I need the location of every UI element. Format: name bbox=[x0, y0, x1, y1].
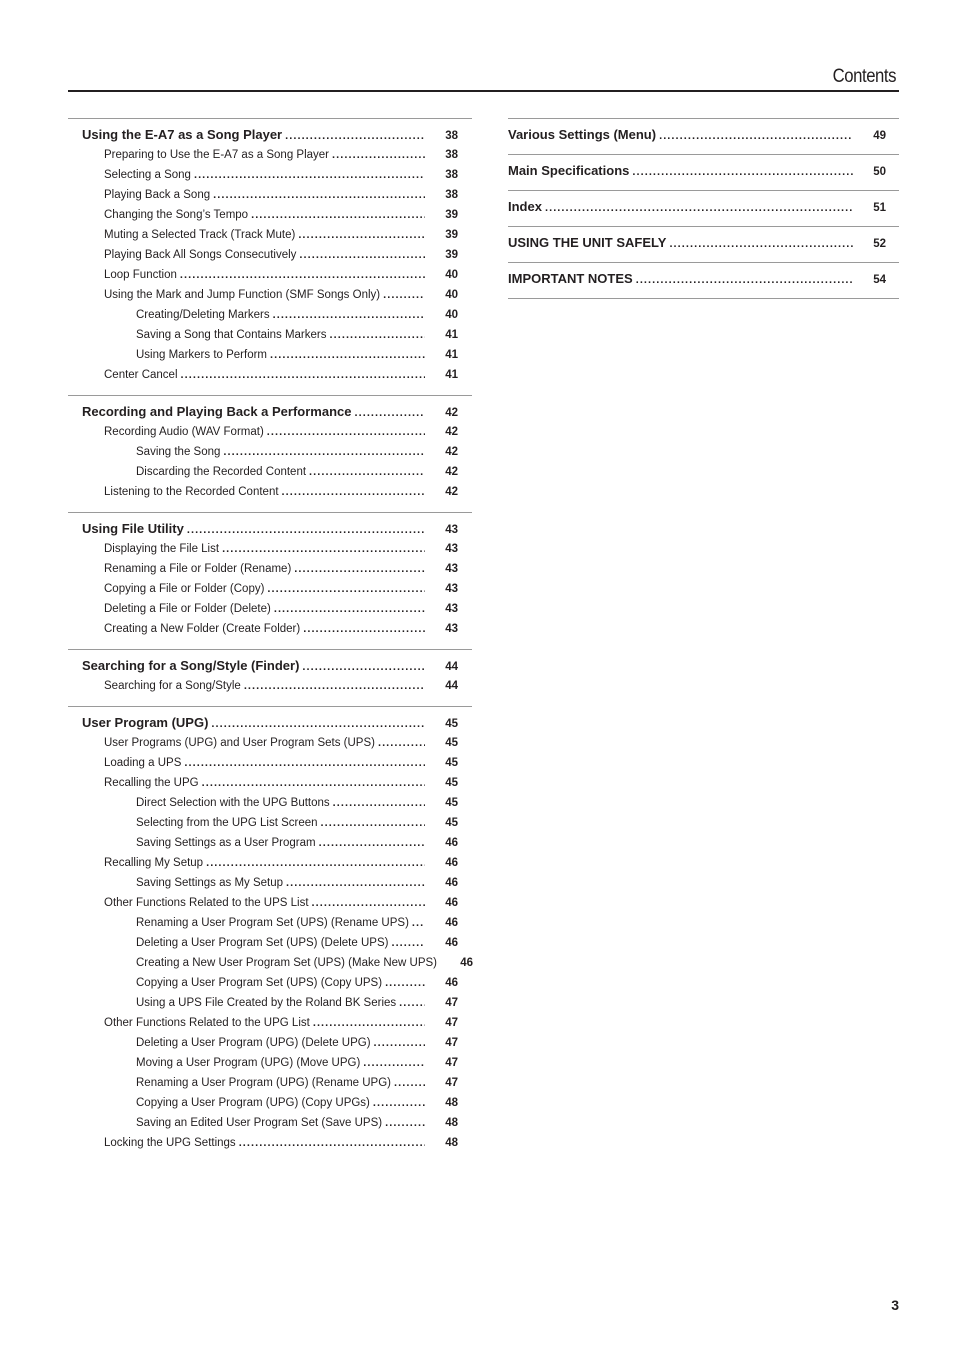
toc-entry-label: Deleting a User Program (UPG) (Delete UPG) bbox=[136, 1037, 371, 1049]
toc-entry-page: 45 bbox=[445, 777, 458, 789]
toc-chapter-entry[interactable] bbox=[508, 268, 899, 290]
toc-section bbox=[68, 118, 472, 395]
toc-entry-page: 48 bbox=[445, 1117, 458, 1129]
toc-entry-label: Selecting from the UPG List Screen bbox=[136, 817, 318, 829]
toc-entry-label: Creating a New User Program Set (UPS) (Make New UPS) bbox=[136, 957, 437, 969]
dot-leader bbox=[211, 713, 425, 733]
toc-entry-page: 47 bbox=[445, 997, 458, 1009]
dot-leader bbox=[187, 519, 425, 539]
toc-entry-page: 43 bbox=[445, 603, 458, 615]
dot-leader bbox=[399, 993, 425, 1013]
toc-entry-page: 43 bbox=[445, 543, 458, 555]
dot-leader bbox=[391, 933, 425, 953]
toc-section bbox=[508, 118, 899, 154]
toc-entry-label: Preparing to Use the E-A7 as a Song Player bbox=[104, 149, 330, 161]
toc-subsubsection-entry[interactable] bbox=[82, 1093, 472, 1113]
toc-entry-label: Loop Function bbox=[104, 269, 177, 281]
toc-subsection-entry[interactable] bbox=[82, 599, 472, 619]
dot-leader bbox=[184, 753, 425, 773]
toc-entry-page: 45 bbox=[445, 718, 458, 730]
dot-leader bbox=[383, 285, 425, 305]
toc-subsubsection-entry[interactable] bbox=[82, 913, 472, 933]
toc-chapter-entry[interactable] bbox=[82, 655, 472, 676]
toc-entry-page: 42 bbox=[445, 446, 458, 458]
dot-leader bbox=[213, 185, 425, 205]
toc-chapter-entry[interactable] bbox=[508, 196, 899, 218]
dot-leader bbox=[545, 197, 853, 217]
dot-leader bbox=[333, 793, 425, 813]
toc-entry-page: 41 bbox=[445, 349, 458, 361]
toc-subsubsection-entry[interactable] bbox=[82, 933, 472, 953]
toc-entry-label: Using File Utility bbox=[82, 521, 184, 536]
header-rule bbox=[68, 90, 899, 92]
toc-entry-page: 45 bbox=[445, 797, 458, 809]
toc-entry-label: Creating/Deleting Markers bbox=[136, 309, 270, 321]
toc-section bbox=[508, 226, 899, 262]
dot-leader bbox=[273, 305, 425, 325]
toc-entry-label: Renaming a User Program Set (UPS) (Rename UPS) bbox=[136, 917, 409, 929]
dot-leader bbox=[194, 165, 425, 185]
page-number: 3 bbox=[891, 1297, 899, 1313]
toc-entry-label: Various Settings (Menu) bbox=[508, 127, 657, 142]
toc-entry-label: Saving Settings as My Setup bbox=[136, 877, 284, 889]
toc-subsection-entry[interactable] bbox=[82, 205, 472, 225]
toc-subsection-entry[interactable] bbox=[82, 539, 472, 559]
toc-entry-page: 49 bbox=[873, 130, 886, 142]
toc-subsubsection-entry[interactable] bbox=[82, 462, 472, 482]
toc-entry-page: 42 bbox=[445, 407, 458, 419]
dot-leader bbox=[659, 125, 853, 145]
toc-subsubsection-entry[interactable] bbox=[82, 813, 472, 833]
toc-subsection-entry[interactable] bbox=[82, 676, 472, 696]
toc-entry-page: 39 bbox=[445, 249, 458, 261]
dot-leader bbox=[669, 233, 853, 253]
toc-entry-label: User Programs (UPG) and User Program Sets (UPS) bbox=[104, 737, 375, 749]
dot-leader bbox=[309, 462, 425, 482]
dot-leader bbox=[285, 125, 425, 145]
toc-subsubsection-entry[interactable] bbox=[82, 1113, 472, 1133]
toc-subsubsection-entry[interactable] bbox=[82, 993, 472, 1013]
toc-subsubsection-entry[interactable] bbox=[82, 442, 472, 462]
toc-entry-page: 46 bbox=[460, 957, 473, 969]
dot-leader bbox=[223, 442, 425, 462]
toc-entry-label: Discarding the Recorded Content bbox=[136, 466, 307, 478]
dot-leader bbox=[385, 1113, 425, 1133]
toc-entry-label: Copying a User Program (UPG) (Copy UPGs) bbox=[136, 1097, 370, 1109]
toc-entry-page: 52 bbox=[873, 238, 886, 250]
toc-entry-label: Using the E-A7 as a Song Player bbox=[82, 127, 283, 142]
toc-chapter-entry[interactable] bbox=[82, 401, 472, 422]
toc-subsubsection-entry[interactable] bbox=[82, 833, 472, 853]
toc-right-column bbox=[508, 118, 899, 299]
toc-entry-label: Playing Back a Song bbox=[104, 189, 211, 201]
dot-leader bbox=[286, 873, 425, 893]
toc-subsection-entry[interactable] bbox=[82, 1013, 472, 1033]
toc-entry-label: Center Cancel bbox=[104, 369, 178, 381]
dot-leader bbox=[385, 973, 425, 993]
toc-entry-page: 47 bbox=[445, 1077, 458, 1089]
toc-entry-page: 54 bbox=[873, 274, 886, 286]
toc-subsection-entry[interactable] bbox=[82, 733, 472, 753]
toc-section bbox=[508, 154, 899, 190]
toc-entry-page: 39 bbox=[445, 229, 458, 241]
toc-entry-page: 46 bbox=[445, 837, 458, 849]
dot-leader bbox=[312, 893, 425, 913]
toc-entry-page: 46 bbox=[445, 937, 458, 949]
toc-section bbox=[68, 706, 472, 1163]
toc-entry-label: Recalling the UPG bbox=[104, 777, 199, 789]
toc-entry-label: Deleting a User Program Set (UPS) (Delete UPS) bbox=[136, 937, 389, 949]
toc-entry-label: IMPORTANT NOTES bbox=[508, 271, 633, 286]
toc-entry-label: Renaming a User Program (UPG) (Rename UPG) bbox=[136, 1077, 391, 1089]
toc-entry-page: 47 bbox=[445, 1017, 458, 1029]
toc-subsection-entry[interactable] bbox=[82, 579, 472, 599]
dot-leader bbox=[299, 245, 425, 265]
toc-subsection-entry[interactable] bbox=[82, 482, 472, 502]
toc-entry-page: 46 bbox=[445, 917, 458, 929]
toc-entry-page: 48 bbox=[445, 1137, 458, 1149]
toc-entry-page: 43 bbox=[445, 583, 458, 595]
dot-leader bbox=[394, 1073, 425, 1093]
toc-entry-label: Changing the Song’s Tempo bbox=[104, 209, 249, 221]
toc-entry-label: Recording Audio (WAV Format) bbox=[104, 426, 264, 438]
toc-chapter-entry[interactable] bbox=[508, 160, 899, 182]
toc-entry-page: 39 bbox=[445, 209, 458, 221]
dot-leader bbox=[298, 225, 425, 245]
toc-entry-label: Searching for a Song/Style (Finder) bbox=[82, 658, 300, 673]
toc-entry-label: Selecting a Song bbox=[104, 169, 191, 181]
dot-leader bbox=[267, 579, 425, 599]
dot-leader bbox=[206, 853, 425, 873]
toc-entry-page: 40 bbox=[445, 269, 458, 281]
toc-entry-page: 40 bbox=[445, 289, 458, 301]
dot-leader bbox=[319, 833, 425, 853]
dot-leader bbox=[267, 422, 425, 442]
toc-section bbox=[68, 649, 472, 706]
toc-entry-page: 42 bbox=[445, 486, 458, 498]
toc-subsubsection-entry[interactable] bbox=[82, 345, 472, 365]
toc-chapter-entry[interactable] bbox=[82, 124, 472, 145]
toc-entry-page: 41 bbox=[445, 369, 458, 381]
toc-subsection-entry[interactable] bbox=[82, 165, 472, 185]
toc-subsubsection-entry[interactable] bbox=[82, 873, 472, 893]
toc-subsection-entry[interactable] bbox=[82, 773, 472, 793]
dot-leader bbox=[302, 656, 425, 676]
toc-chapter-entry[interactable] bbox=[508, 124, 899, 146]
dot-leader bbox=[354, 402, 425, 422]
toc-entry-page: 41 bbox=[445, 329, 458, 341]
toc-subsection-entry[interactable] bbox=[82, 185, 472, 205]
dot-leader bbox=[332, 145, 425, 165]
toc-entry-label: Displaying the File List bbox=[104, 543, 220, 555]
toc-entry-page: 46 bbox=[445, 857, 458, 869]
toc-subsubsection-entry[interactable] bbox=[82, 1053, 472, 1073]
toc-subsubsection-entry[interactable] bbox=[82, 325, 472, 345]
dot-leader bbox=[222, 539, 425, 559]
toc-entry-page: 40 bbox=[445, 309, 458, 321]
toc-chapter-entry[interactable] bbox=[82, 518, 472, 539]
toc-entry-label: Main Specifications bbox=[508, 163, 630, 178]
toc-subsection-entry[interactable] bbox=[82, 365, 472, 385]
toc-subsubsection-entry[interactable] bbox=[82, 793, 472, 813]
toc-entry-label: Creating a New Folder (Create Folder) bbox=[104, 623, 301, 635]
toc-entry-page: 44 bbox=[445, 680, 458, 692]
toc-subsection-entry[interactable] bbox=[82, 225, 472, 245]
dot-leader bbox=[632, 161, 853, 181]
toc-entry-label: Index bbox=[508, 199, 542, 214]
toc-entry-label: Loading a UPS bbox=[104, 757, 182, 769]
toc-subsubsection-entry[interactable] bbox=[82, 1073, 472, 1093]
toc-subsection-entry[interactable] bbox=[82, 422, 472, 442]
toc-entry-page: 43 bbox=[445, 563, 458, 575]
toc-entry-label: USING THE UNIT SAFELY bbox=[508, 235, 667, 250]
dot-leader bbox=[202, 773, 425, 793]
dot-leader bbox=[374, 1033, 425, 1053]
toc-entry-page: 48 bbox=[445, 1097, 458, 1109]
toc-entry-label: Other Functions Related to the UPG List bbox=[104, 1017, 310, 1029]
toc-subsection-entry[interactable] bbox=[82, 893, 472, 913]
dot-leader bbox=[282, 482, 425, 502]
toc-entry-label: Copying a File or Folder (Copy) bbox=[104, 583, 265, 595]
toc-entry-label: Using a UPS File Created by the Roland BK Series bbox=[136, 997, 397, 1009]
toc-entry-page: 43 bbox=[445, 524, 458, 536]
toc-section bbox=[68, 512, 472, 649]
toc-entry-label: Direct Selection with the UPG Buttons bbox=[136, 797, 330, 809]
toc-chapter-entry[interactable] bbox=[508, 232, 899, 254]
toc-entry-label: Locking the UPG Settings bbox=[104, 1137, 236, 1149]
toc-entry-page: 50 bbox=[873, 166, 886, 178]
toc-entry-label: Saving an Edited User Program Set (Save UPS) bbox=[136, 1117, 383, 1129]
toc-entry-label: User Program (UPG) bbox=[82, 715, 209, 730]
dot-leader bbox=[239, 1133, 425, 1153]
toc-entry-label: Renaming a File or Folder (Rename) bbox=[104, 563, 292, 575]
page-title: Contents bbox=[832, 66, 896, 87]
toc-entry-page: 51 bbox=[873, 202, 886, 214]
toc-entry-label: Recording and Playing Back a Performance bbox=[82, 404, 352, 419]
toc-subsection-entry[interactable] bbox=[82, 753, 472, 773]
toc-subsubsection-entry[interactable] bbox=[82, 305, 472, 325]
toc-entry-page: 38 bbox=[445, 130, 458, 142]
toc-entry-label: Saving Settings as a User Program bbox=[136, 837, 316, 849]
toc-entry-label: Moving a User Program (UPG) (Move UPG) bbox=[136, 1057, 361, 1069]
toc-entry-label: Searching for a Song/Style bbox=[104, 680, 241, 692]
dot-leader bbox=[251, 205, 425, 225]
toc-entry-page: 46 bbox=[445, 897, 458, 909]
dot-leader bbox=[274, 599, 425, 619]
toc-entry-label: Recalling My Setup bbox=[104, 857, 204, 869]
toc-chapter-entry[interactable] bbox=[82, 712, 472, 733]
dot-leader bbox=[180, 265, 425, 285]
toc-entry-label: Saving the Song bbox=[136, 446, 221, 458]
toc-entry-page: 43 bbox=[445, 623, 458, 635]
toc-entry-page: 46 bbox=[445, 877, 458, 889]
dot-leader bbox=[363, 1053, 425, 1073]
toc-section bbox=[508, 190, 899, 226]
toc-entry-label: Copying a User Program Set (UPS) (Copy UPS) bbox=[136, 977, 383, 989]
dot-leader bbox=[303, 619, 425, 639]
dot-leader bbox=[373, 1093, 425, 1113]
toc-subsubsection-entry[interactable] bbox=[82, 973, 472, 993]
toc-entry-label: Listening to the Recorded Content bbox=[104, 486, 279, 498]
toc-entry-page: 45 bbox=[445, 817, 458, 829]
toc-entry-page: 46 bbox=[445, 977, 458, 989]
dot-leader bbox=[636, 269, 853, 289]
toc-entry-label: Using the Mark and Jump Function (SMF Songs Only) bbox=[104, 289, 381, 301]
dot-leader bbox=[321, 813, 425, 833]
toc-entry-page: 45 bbox=[445, 757, 458, 769]
toc-entry-page: 38 bbox=[445, 149, 458, 161]
toc-subsection-entry[interactable] bbox=[82, 559, 472, 579]
dot-leader bbox=[313, 1013, 425, 1033]
dot-leader bbox=[181, 365, 425, 385]
toc-section bbox=[68, 395, 472, 512]
toc-entry-page: 42 bbox=[445, 426, 458, 438]
dot-leader bbox=[412, 913, 425, 933]
toc-entry-page: 38 bbox=[445, 189, 458, 201]
dot-leader bbox=[330, 325, 426, 345]
toc-entry-label: Playing Back All Songs Consecutively bbox=[104, 249, 297, 261]
toc-section bbox=[508, 262, 899, 299]
toc-subsection-entry[interactable] bbox=[82, 245, 472, 265]
dot-leader bbox=[244, 676, 425, 696]
dot-leader bbox=[270, 345, 425, 365]
toc-entry-page: 47 bbox=[445, 1057, 458, 1069]
dot-leader bbox=[378, 733, 425, 753]
dot-leader bbox=[294, 559, 425, 579]
toc-entry-page: 47 bbox=[445, 1037, 458, 1049]
toc-entry-label: Muting a Selected Track (Track Mute) bbox=[104, 229, 296, 241]
toc-subsection-entry[interactable] bbox=[82, 619, 472, 639]
toc-subsection-entry[interactable] bbox=[82, 853, 472, 873]
toc-subsection-entry[interactable] bbox=[82, 145, 472, 165]
toc-entry-page: 42 bbox=[445, 466, 458, 478]
toc-entry-page: 38 bbox=[445, 169, 458, 181]
toc-left-column bbox=[82, 118, 472, 1163]
toc-subsection-entry[interactable] bbox=[82, 265, 472, 285]
toc-subsubsection-entry[interactable] bbox=[82, 953, 472, 973]
toc-entry-label: Using Markers to Perform bbox=[136, 349, 268, 361]
toc-subsection-entry[interactable] bbox=[82, 1133, 472, 1153]
toc-entry-label: Saving a Song that Contains Markers bbox=[136, 329, 327, 341]
toc-entry-label: Deleting a File or Folder (Delete) bbox=[104, 603, 271, 615]
toc-subsubsection-entry[interactable] bbox=[82, 1033, 472, 1053]
toc-entry-page: 44 bbox=[445, 661, 458, 673]
toc-entry-label: Other Functions Related to the UPS List bbox=[104, 897, 309, 909]
toc-subsection-entry[interactable] bbox=[82, 285, 472, 305]
toc-entry-page: 45 bbox=[445, 737, 458, 749]
